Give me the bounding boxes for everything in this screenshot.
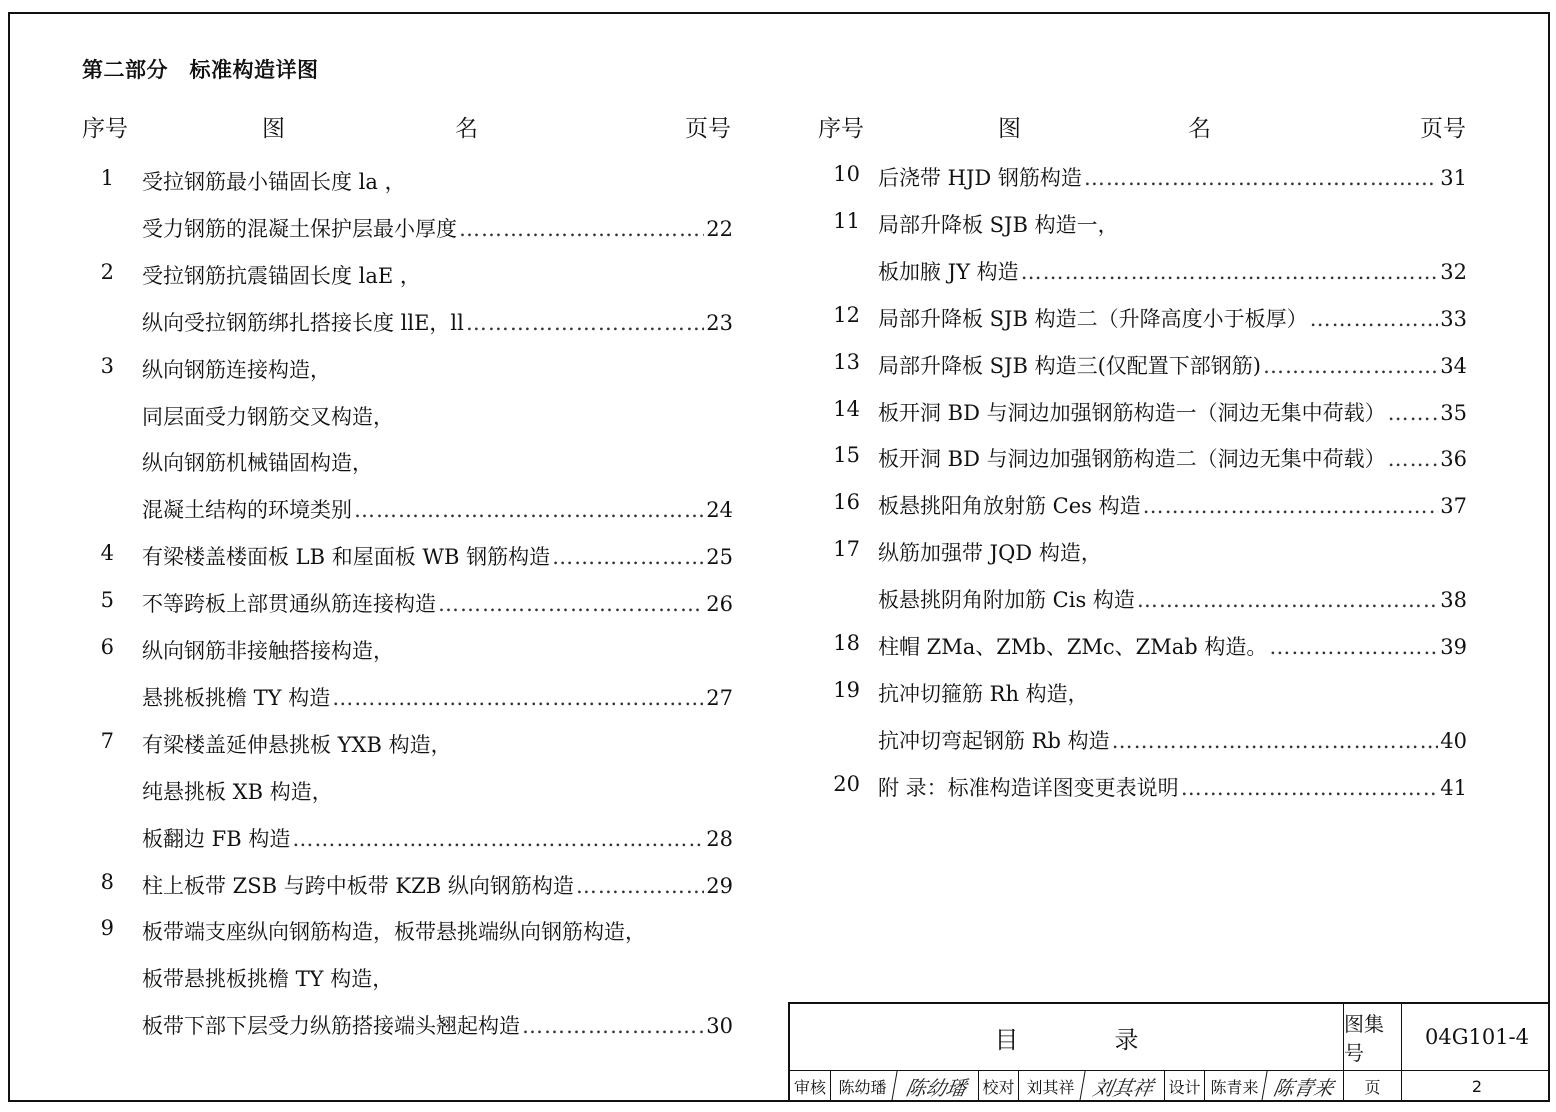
toc-entry-line — [142, 494, 733, 524]
toc-entry-text: 板开洞 BD 与洞边加强钢筋构造二（洞边无集中荷载） — [878, 447, 1386, 472]
toc-entry-text: 局部升降板 SJB 构造二（升降高度小于板厚） — [878, 306, 1308, 331]
toc-entry-line — [142, 260, 421, 290]
checker-signature: 刘其祥 — [1079, 1070, 1167, 1102]
toc-entry-line — [142, 963, 393, 993]
toc-entry-line — [878, 397, 1467, 427]
toc-entry-text: 局部升降板 SJB 构造一， — [878, 212, 1119, 237]
toc-entry-line — [142, 354, 331, 384]
toc-entry-text: 纵向受拉钢筋绑扎搭接长度 llE，ll — [142, 310, 464, 335]
toc-entry-line — [142, 682, 733, 712]
toc-entry-number: 2 — [100, 259, 114, 284]
toc-entry-text: 板加腋 JY 构造 — [878, 259, 1019, 284]
toc-entry-page: 29 — [706, 873, 733, 898]
reviewer-name: 陈幼璠 — [830, 1070, 894, 1102]
toc-entry-number: 12 — [833, 302, 860, 327]
toc-entry-line — [878, 537, 1102, 567]
review-label: 审核 — [793, 1077, 826, 1097]
title-block — [788, 1002, 1550, 1100]
toc-entry-text: 不等跨板上部贯通纵筋连接构造 — [142, 592, 436, 617]
toc-entry-page: 31 — [1440, 166, 1467, 190]
toc-entry-line — [878, 350, 1467, 380]
toc-entry-text: 板悬挑阴角附加筋 Cis 构造 — [878, 588, 1135, 613]
toc-entry-line — [878, 162, 1467, 192]
toc-entry-text: 纯悬挑板 XB 构造， — [142, 779, 333, 804]
dot-leader — [522, 1014, 704, 1038]
title-block-title: 目 录 — [994, 1025, 1139, 1054]
toc-entry-text: 受力钢筋的混凝土保护层最小厚度 — [142, 216, 457, 241]
toc-entry-page: 37 — [1440, 494, 1467, 519]
toc-entry-text: 板带端支座纵向钢筋构造，板带悬挑端纵向钢筋构造， — [142, 920, 646, 945]
dot-leader — [438, 592, 704, 616]
toc-entry-number: 1 — [100, 166, 114, 190]
toc-entry-text: 抗冲切箍筋 Rh 构造， — [878, 681, 1089, 706]
toc-entry-line — [878, 256, 1467, 286]
atlas-label: 图集号 — [1343, 1004, 1401, 1070]
toc-entry-page: 41 — [1440, 775, 1467, 800]
toc-entry-number: 6 — [100, 635, 114, 659]
toc-entry-text: 板带悬挑板挑檐 TY 构造， — [142, 967, 394, 992]
toc-entry-number: 3 — [100, 353, 114, 378]
toc-entry-page: 25 — [706, 545, 733, 570]
toc-entry-line — [878, 772, 1467, 802]
dot-leader — [576, 874, 704, 898]
toc-entry-number: 19 — [833, 677, 860, 702]
toc-entry-text: 后浇带 HJD 钢筋构造 — [878, 166, 1082, 190]
toc-entry-number: 18 — [833, 631, 860, 655]
toc-entry-text: 局部升降板 SJB 构造三(仅配置下部钢筋) — [878, 353, 1261, 378]
toc-entry-page: 39 — [1440, 635, 1467, 659]
toc-entry-line — [878, 631, 1467, 661]
dot-leader — [1112, 729, 1439, 753]
page-label: 页 — [1343, 1070, 1401, 1102]
toc-entry-page: 36 — [1440, 447, 1467, 472]
toc-entry-text: 有梁楼盖延伸悬挑板 YXB 构造， — [142, 732, 452, 757]
toc-entry-line — [142, 447, 373, 477]
toc-entry-number: 4 — [100, 541, 114, 566]
toc-entry-text: 板悬挑阳角放射筋 Ces 构造 — [878, 494, 1141, 519]
toc-entry-number: 17 — [833, 537, 860, 562]
toc-entry-number: 20 — [833, 771, 860, 796]
toc-entry-page: 24 — [706, 498, 733, 523]
atlas-number: 04G101-4 — [1401, 1004, 1552, 1070]
dot-leader — [1263, 354, 1438, 378]
toc-entry-text: 悬挑板挑檐 TY 构造 — [142, 685, 331, 710]
toc-entry-number: 16 — [833, 490, 860, 515]
toc-entry-number: 11 — [833, 208, 860, 233]
toc-entry-number: 5 — [100, 588, 114, 613]
toc-entry-page: 38 — [1440, 588, 1467, 613]
toc-entry-page: 30 — [706, 1014, 733, 1039]
toc-entry-line — [142, 588, 733, 618]
design-label: 设计 — [1164, 1070, 1204, 1102]
toc-entry-line — [142, 401, 394, 431]
dot-leader — [1021, 260, 1439, 284]
dot-leader — [1310, 307, 1439, 331]
right-header-fig: 图 — [998, 116, 1021, 142]
right-header-name: 名 — [1188, 116, 1211, 142]
toc-entry-text: 附 录：标准构造详图变更表说明 — [878, 775, 1179, 800]
toc-entry-text: 柱帽 ZMa、ZMb、ZMc、ZMab 构造。 — [878, 635, 1268, 659]
toc-entry-line — [142, 166, 406, 196]
dot-leader — [354, 498, 704, 522]
right-header-seq: 序号 — [818, 116, 864, 142]
toc-entry-page: 28 — [706, 826, 733, 851]
checker-name: 刘其祥 — [1018, 1070, 1082, 1102]
dot-leader — [1181, 776, 1439, 800]
toc-entry-text: 受拉钢筋抗震锚固长度 laE ， — [142, 263, 421, 288]
toc-entry-line — [142, 916, 646, 946]
dot-leader — [1388, 447, 1439, 471]
toc-entry-page: 40 — [1440, 728, 1467, 753]
toc-entry-text: 纵向钢筋机械锚固构造， — [142, 451, 373, 476]
reviewer-signature: 陈幼璠 — [891, 1070, 981, 1102]
toc-entry-line — [142, 635, 394, 665]
section-title: 第二部分 标准构造详图 — [82, 58, 319, 82]
toc-entry-text: 混凝土结构的环境类别 — [142, 498, 352, 523]
designer-name: 陈青来 — [1204, 1070, 1264, 1102]
dot-leader — [292, 827, 704, 851]
left-header-seq: 序号 — [82, 116, 128, 142]
toc-entry-line — [878, 490, 1467, 520]
left-header-name: 名 — [455, 116, 478, 142]
toc-entry-line — [878, 303, 1467, 333]
dot-leader — [459, 217, 704, 241]
toc-entry-line — [142, 870, 733, 900]
toc-entry-text: 有梁楼盖楼面板 LB 和屋面板 WB 钢筋构造 — [142, 545, 551, 570]
dot-leader — [1084, 166, 1438, 190]
toc-entry-text: 同层面受力钢筋交叉构造， — [142, 404, 394, 429]
toc-entry-text: 纵向钢筋连接构造， — [142, 357, 331, 382]
toc-entry-line — [142, 541, 733, 571]
dot-leader — [1269, 635, 1438, 659]
toc-entry-number: 9 — [100, 916, 114, 941]
toc-entry-number: 14 — [833, 396, 860, 421]
toc-entry-line — [142, 776, 333, 806]
toc-entry-number: 8 — [100, 869, 114, 894]
right-header-page: 页号 — [1420, 116, 1466, 142]
toc-entry-number: 15 — [833, 443, 860, 468]
toc-entry-number: 13 — [833, 349, 860, 374]
left-header-page: 页号 — [685, 116, 731, 142]
toc-entry-page: 23 — [706, 310, 733, 335]
toc-entry-page: 26 — [706, 592, 733, 617]
toc-entry-line — [142, 213, 733, 243]
dot-leader — [1388, 401, 1439, 425]
toc-entry-page: 22 — [706, 216, 733, 241]
dot-leader — [1137, 588, 1438, 612]
toc-entry-line — [142, 729, 452, 759]
left-header-fig: 图 — [262, 116, 285, 142]
dot-leader — [552, 545, 704, 569]
toc-entry-page: 34 — [1440, 353, 1467, 378]
toc-entry-text: 板翻边 FB 构造 — [142, 826, 291, 851]
toc-entry-page: 35 — [1440, 400, 1467, 425]
toc-entry-line — [878, 584, 1467, 614]
toc-entry-line — [142, 823, 733, 853]
designer-signature: 陈青来 — [1261, 1070, 1346, 1102]
toc-entry-text: 抗冲切弯起钢筋 Rb 构造 — [878, 728, 1110, 753]
page-number: 2 — [1401, 1070, 1552, 1102]
toc-entry-page: 32 — [1440, 259, 1467, 284]
toc-entry-line — [878, 209, 1119, 239]
toc-entry-line — [878, 443, 1467, 473]
toc-entry-line — [142, 307, 733, 337]
dot-leader — [466, 311, 704, 335]
toc-entry-number: 10 — [833, 162, 860, 186]
toc-entry-page: 33 — [1440, 306, 1467, 331]
check-label: 校对 — [978, 1070, 1018, 1102]
toc-entry-text: 板开洞 BD 与洞边加强钢筋构造一（洞边无集中荷载） — [878, 400, 1386, 425]
toc-entry-line — [878, 725, 1467, 755]
toc-entry-text: 受拉钢筋最小锚固长度 la ， — [142, 170, 406, 194]
toc-entry-text: 板带下部下层受力纵筋搭接端头翘起构造 — [142, 1014, 520, 1039]
toc-entry-number: 7 — [100, 728, 114, 753]
toc-entry-line — [142, 1010, 733, 1040]
dot-leader — [1143, 494, 1439, 518]
toc-entry-page: 27 — [706, 685, 733, 710]
dot-leader — [332, 686, 704, 710]
toc-entry-text: 纵筋加强带 JQD 构造， — [878, 541, 1102, 566]
toc-entry-text: 柱上板带 ZSB 与跨中板带 KZB 纵向钢筋构造 — [142, 873, 574, 898]
toc-entry-line — [878, 678, 1089, 708]
toc-entry-text: 纵向钢筋非接触搭接构造， — [142, 639, 394, 663]
